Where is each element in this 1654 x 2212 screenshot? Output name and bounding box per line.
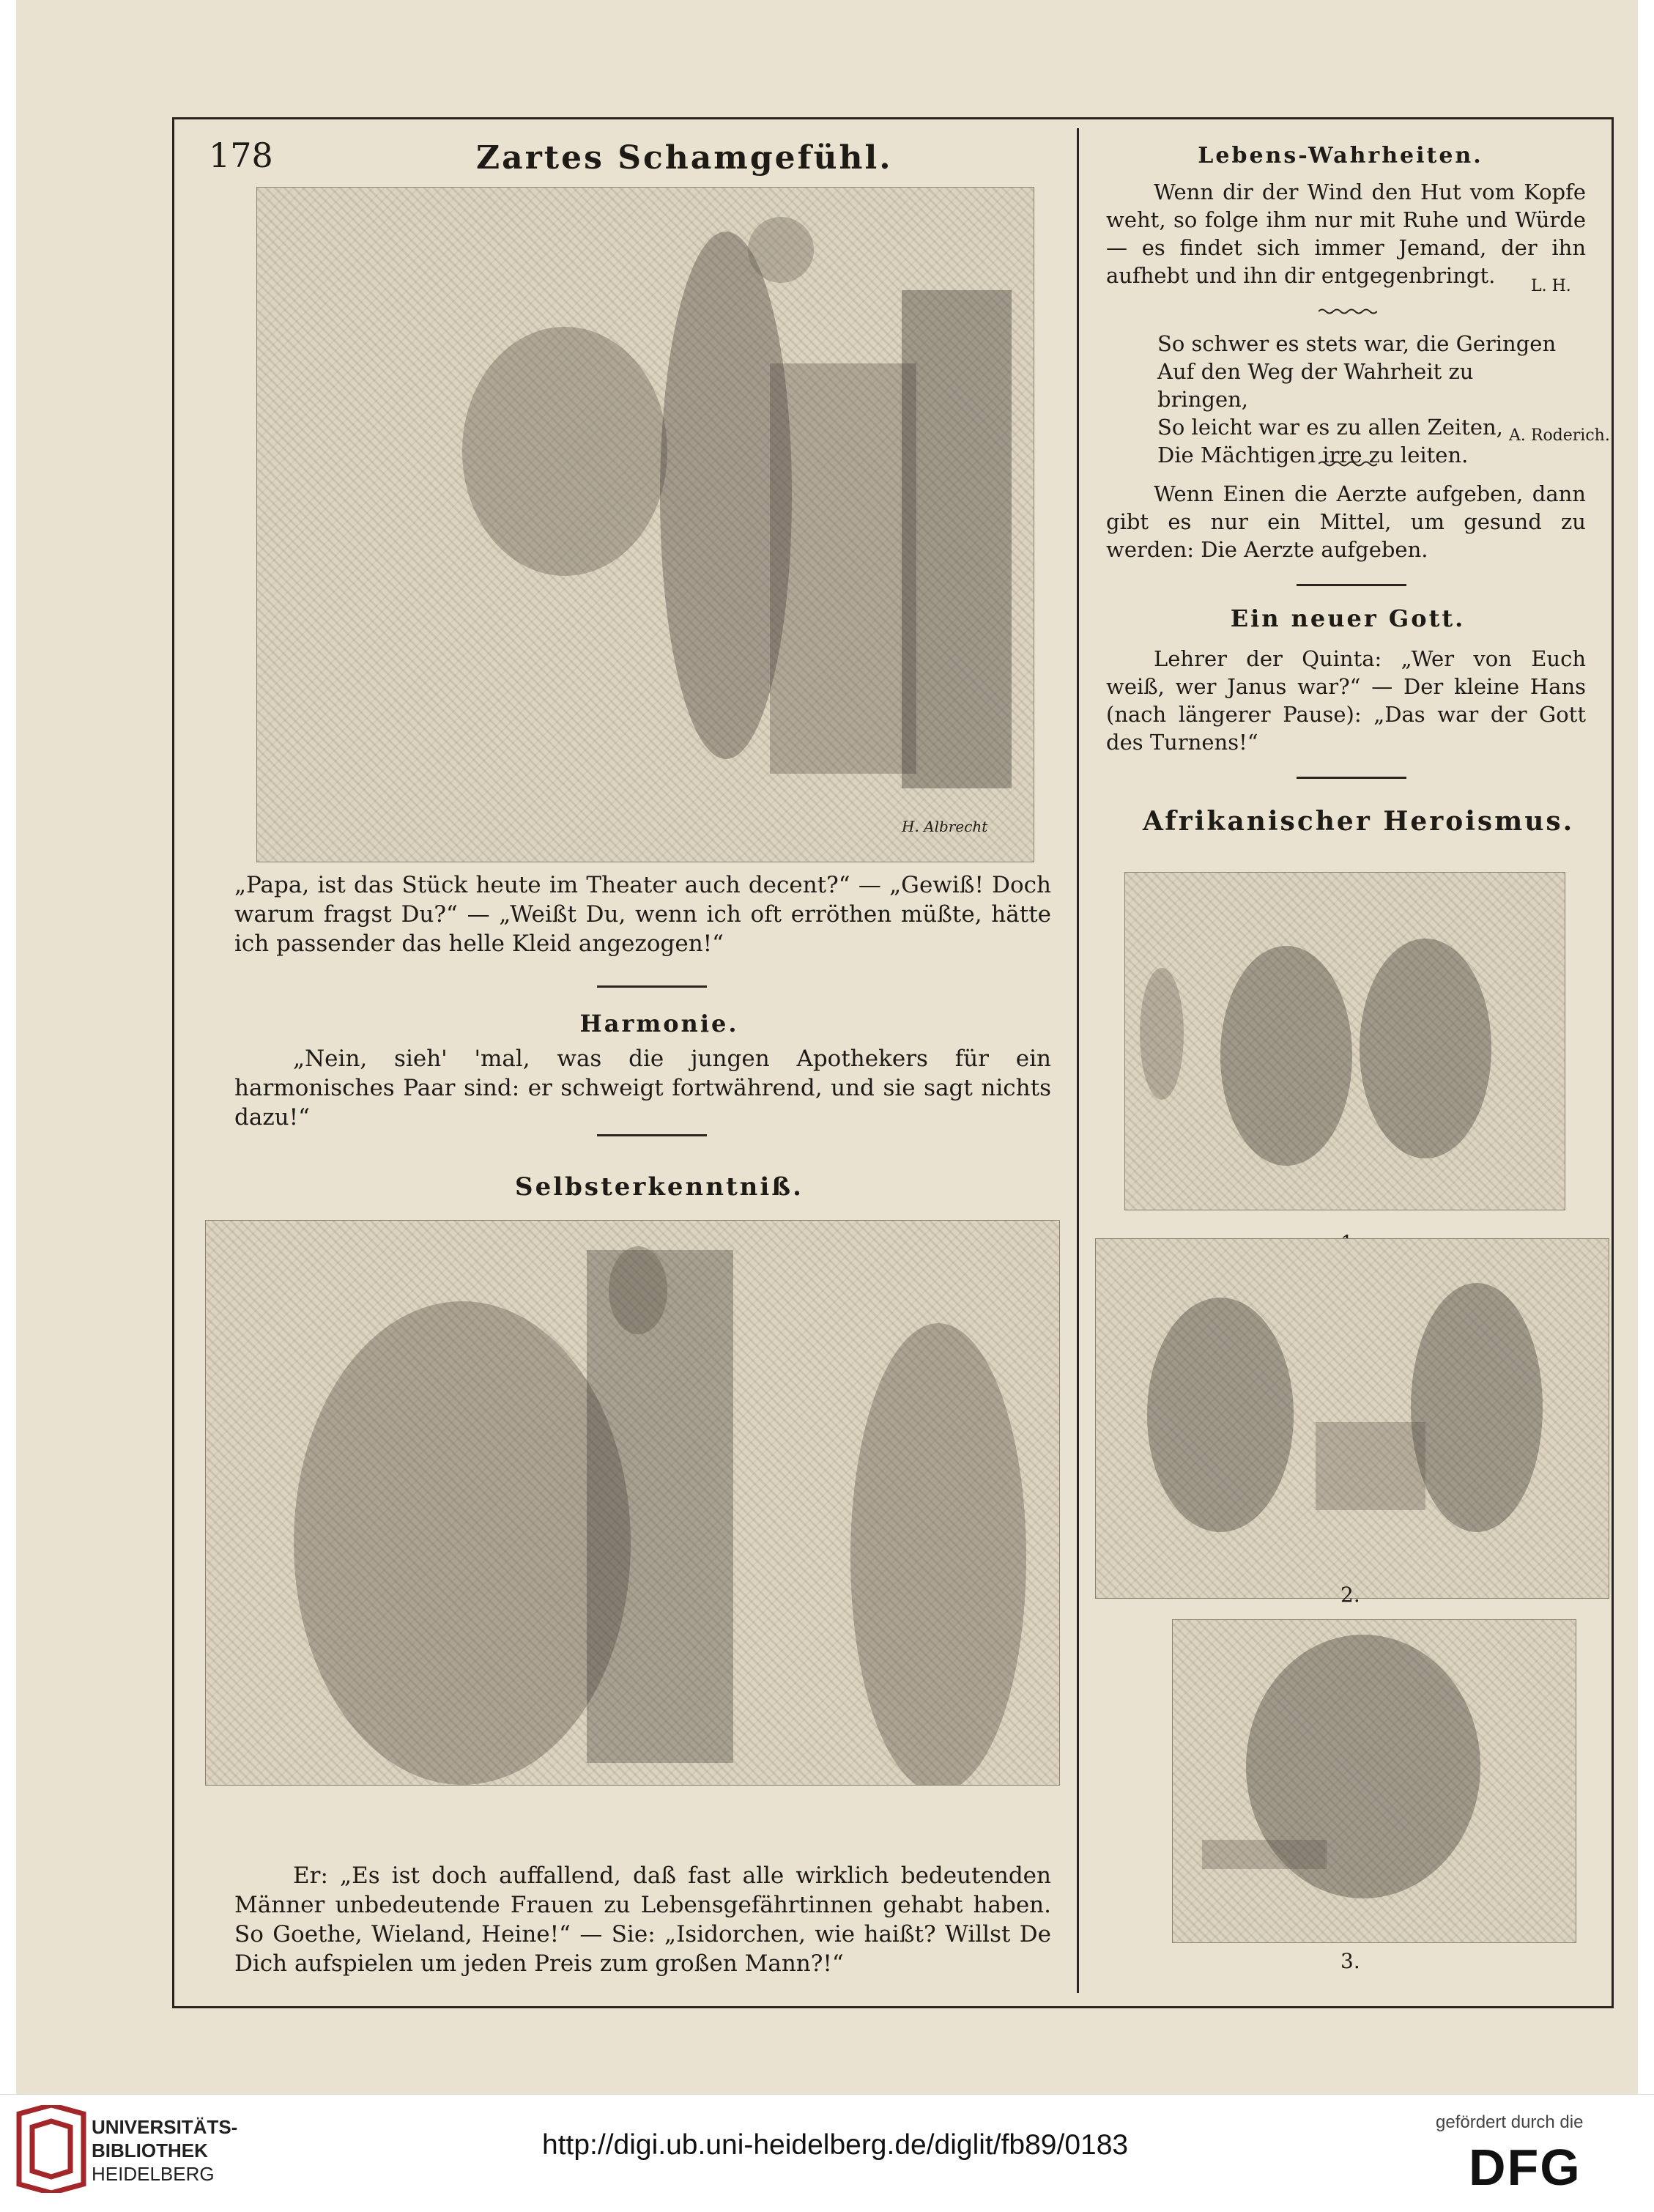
title-ein-neuer-gott: Ein neuer Gott. xyxy=(1230,604,1466,632)
funding-note: gefördert durch die xyxy=(1436,2112,1584,2132)
caption-text: „Papa, ist das Stück heute im Theater auch decent?“ — „Gewiß! Doch warum fragst Du?“ — „Weißt Du, wenn ich oft erröthen müßte, hätte ich passender das helle Kleid angezogen!“ xyxy=(234,872,1051,957)
dfg-logo: DFG xyxy=(1469,2139,1581,2196)
paragraph-aerzte xyxy=(1106,480,1586,563)
paragraph-wind-hut xyxy=(1106,178,1586,289)
poem-block xyxy=(1157,330,1568,469)
poem-line: So leicht war es zu allen Zeiten, xyxy=(1157,415,1503,440)
poem-line: So schwer es stets war, die Geringen xyxy=(1157,331,1557,356)
father-daughter-sketch xyxy=(257,188,1034,862)
separator-rule xyxy=(1297,777,1406,779)
separator-rule xyxy=(597,985,707,988)
title-lebens-wahrheiten: Lebens-Wahrheiten. xyxy=(1198,143,1483,169)
couple-sketch xyxy=(206,1221,1059,1785)
signature-lh: L. H. xyxy=(1531,277,1571,295)
caption-text: Er: „Es ist doch auffallend, daß fast alle wirklich bedeutenden Männer unbedeutende Frauen zu Lebensgefährtinnen gehabt haben. So Goethe, Wieland, Heine!“ — Sie: „Isidorchen, wie haißt? Willst De Dich aufspielen um jeden Preis zum großen Mann?!“ xyxy=(234,1863,1051,1977)
figure-label-2: 2. xyxy=(1340,1583,1360,1607)
column-divider xyxy=(1077,128,1079,1993)
title-afrikanischer-heroismus: Afrikanischer Heroismus. xyxy=(1143,806,1575,837)
paragraph-janus xyxy=(1106,645,1586,756)
wavy-divider xyxy=(1319,308,1377,315)
harmonie-text: „Nein, sieh' 'mal, was die jungen Apothekers für ein harmonisches Paar sind: er schweigt fortwährend, und sie sagt nichts dazu!“ xyxy=(234,1046,1051,1131)
caption-selbsterkenntniss xyxy=(234,1861,1051,1978)
wavy-divider xyxy=(1319,460,1377,467)
signature-roderich: A. Roderich. xyxy=(1509,426,1610,445)
title-selbsterkenntniss: Selbsterkenntniß. xyxy=(515,1172,804,1202)
artist-signature: H. Albrecht xyxy=(902,818,988,835)
paragraph-text: Wenn dir der Wind den Hut vom Kopfe weht, so folge ihm nur mit Ruhe und Würde — es findet sich immer Jemand, der ihn aufhebt und ihn dir entgegenbringt. xyxy=(1106,180,1586,288)
poem-line: Auf den Weg der Wahrheit zu bringen, xyxy=(1157,359,1474,412)
illustration-panel-1 xyxy=(1124,872,1565,1210)
poem-line: Die Mächtigen irre zu leiten. xyxy=(1157,443,1469,467)
separator-rule xyxy=(597,1134,707,1136)
institution-name-line3: HEIDELBERG xyxy=(92,2163,215,2185)
library-logo-icon xyxy=(16,2105,86,2193)
separator-rule xyxy=(1297,584,1406,586)
paragraph-text: Lehrer der Quinta: „Wer von Euch weiß, wer Janus war?“ — Der kleine Hans (nach längerer Pause): „Das war der Gott des Turnens!“ xyxy=(1106,646,1586,755)
permalink-url[interactable]: http://digi.ub.uni-heidelberg.de/diglit/fb89/0183 xyxy=(542,2129,1129,2161)
illustration-panel-3 xyxy=(1172,1619,1576,1943)
title-zartes-schamgefuehl: Zartes Schamgefühl. xyxy=(476,139,893,177)
institution-name-line2: BIBLIOTHEK xyxy=(92,2139,208,2161)
figures-with-club-sketch xyxy=(1096,1239,1609,1598)
illustration-panel-2 xyxy=(1095,1238,1609,1599)
paragraph-text: Wenn Einen die Aerzte aufgeben, dann gibt es nur ein Mittel, um gesund zu werden: Die Aerzte aufgeben. xyxy=(1106,481,1586,562)
paragraph-harmonie xyxy=(234,1044,1051,1132)
illustration-couple-living-room xyxy=(205,1220,1060,1786)
page-number: 178 xyxy=(209,136,273,175)
figure-label-3: 3. xyxy=(1340,1949,1360,1973)
caption-zartes-schamgefuehl xyxy=(234,870,1051,958)
illustration-father-daughter xyxy=(256,187,1034,862)
title-harmonie: Harmonie. xyxy=(579,1010,739,1037)
tangled-figures-sketch xyxy=(1173,1620,1576,1942)
figures-with-table-sketch xyxy=(1125,873,1565,1210)
institution-name-line1: UNIVERSITÄTS- xyxy=(92,2116,238,2138)
